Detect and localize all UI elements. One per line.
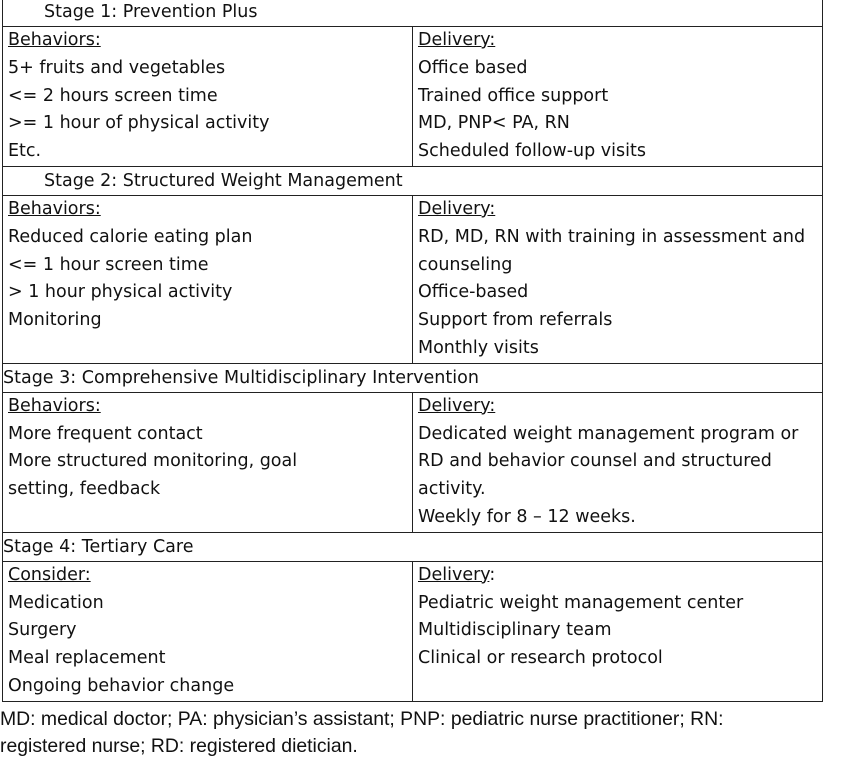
stage-3-right-item: RD and behavior counsel and structured [418,451,772,472]
stage-3-left-item: More frequent contact [8,423,203,444]
stage-1-left-header: Behaviors: [8,30,101,50]
stage-3-right-header: Delivery: [418,395,496,416]
stage-1-right-cell [413,27,823,167]
stage-2-right-item: Support from referrals [418,310,613,331]
footnote-line: registered nurse; RD: registered dietician. [0,735,358,757]
stage-2-header-row [3,166,823,195]
stage-3-right-item: activity. [418,479,486,500]
stage-3-right-item: Dedicated weight management program or [418,423,799,444]
stage-2-right-item: RD, MD, RN with training in assessment and [418,226,806,247]
stage-3-header-row [3,363,823,392]
stage-1-right-item: Trained office support [418,85,609,106]
footnote [0,706,850,760]
stage-3-left-header: Behaviors: [8,395,101,416]
stage-3-right-item: Weekly for 8 – 12 weeks. [418,506,636,527]
stage-1-left-item: >= 1 hour of physical activity [8,113,270,134]
stage-1-left-item: Etc. [8,141,42,162]
stage-1-right-item: MD, PNP< PA, RN [418,113,570,134]
stage-2-left-item: > 1 hour physical activity [8,282,233,303]
stage-4-left-item: Medication [8,592,104,613]
stage-4-right-item: Multidisciplinary team [418,620,612,641]
stage-2-title: Stage 2: Structured Weight Management [3,166,823,195]
stages-table [2,0,823,702]
stage-1-right-item: Office based [418,57,528,78]
stage-1-right-item: Scheduled follow-up visits [418,141,646,162]
stage-4-body-row [3,561,823,701]
stage-4-left-item: Ongoing behavior change [8,675,235,696]
stage-4-title: Stage 4: Tertiary Care [3,532,823,561]
stage-1-body-row [3,27,823,167]
stage-4-header-row [3,532,823,561]
stage-2-body-row [3,195,823,363]
stage-4-left-item: Meal replacement [8,648,166,669]
stage-1-header-row [3,0,823,27]
stage-4-left-cell [3,561,413,701]
stage-1-title: Stage 1: Prevention Plus [3,0,823,27]
stage-3-right-cell [413,392,823,532]
stage-1-left-cell [3,27,413,167]
footnote-line: MD: medical doctor; PA: physician’s assistant; PNP: pediatric nurse practitioner; RN: [0,708,724,730]
stage-3-left-item: setting, feedback [8,479,161,500]
stage-4-left-header: Consider: [8,564,91,585]
stage-1-left-item: 5+ fruits and vegetables [8,57,226,78]
stage-2-left-item: Monitoring [8,310,102,331]
stage-3-left-cell [3,392,413,532]
stage-4-right-header: Delivery [418,564,490,585]
stage-2-right-header: Delivery: [418,198,496,219]
stage-3-title: Stage 3: Comprehensive Multidisciplinary Intervention [3,363,823,392]
stage-3-left-item: More structured monitoring, goal [8,451,298,472]
stage-1-right-header: Delivery: [418,30,496,50]
stage-4-right-header-colon: : [489,564,496,585]
stage-4-right-item: Clinical or research protocol [418,648,663,669]
stage-4-right-item: Pediatric weight management center [418,592,744,613]
stage-2-left-cell [3,195,413,363]
stage-2-right-item: Office-based [418,282,529,303]
stage-2-right-item: counseling [418,254,513,275]
stage-2-left-item: Reduced calorie eating plan [8,226,253,247]
stage-2-left-header: Behaviors: [8,198,101,219]
stage-2-right-item: Monthly visits [418,337,539,358]
stage-1-left-item: <= 2 hours screen time [8,85,218,106]
stage-3-body-row [3,392,823,532]
stage-4-left-item: Surgery [8,620,77,641]
stage-2-right-cell [413,195,823,363]
stage-4-right-cell [413,561,823,701]
stage-2-left-item: <= 1 hour screen time [8,254,209,275]
